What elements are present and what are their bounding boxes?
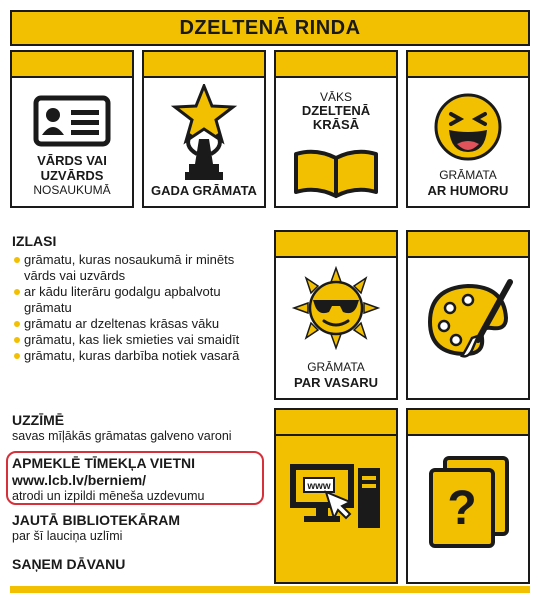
footer-bar [10,586,530,593]
card-award [142,50,266,208]
ask-section [12,512,262,544]
visit-sub: atrodi un izpildi mēneša uzdevumu [12,489,205,503]
ask-title: JAUTĀ BIBLIOTEKĀRAM [12,512,180,528]
card-yellow-cover [274,50,398,208]
id-card-icon [33,95,111,147]
list-item: grāmatu ar dzeltenas krāsas vāku [12,316,262,332]
choose-list [12,252,262,364]
draw-sub: savas mīļākās grāmatas galveno varoni [12,429,232,443]
laughing-face-icon [433,92,503,162]
sun-with-sunglasses-icon [291,266,381,350]
gift-title: SAŅEM DĀVANU [12,556,126,572]
question-mark-text: ? [447,482,477,535]
card-award-bold: GADA GRĀMATA [151,183,257,198]
card-drawing [406,230,530,400]
list-item: grāmatu, kuras nosaukumā ir minēts vārds vai uzvārds [12,252,262,284]
card-website [274,408,398,584]
draw-title: UZZĪMĒ [12,412,65,428]
section-header [10,10,530,46]
card-name-in-title [10,50,134,208]
card-humor [406,50,530,208]
trophy-star-icon [169,84,239,184]
question-card-icon [423,452,513,552]
draw-section [12,412,262,444]
section-title: DZELTENĀ RINDA [179,16,361,39]
computer-icon [286,456,386,546]
card-summer [274,230,398,400]
visit-section [12,455,262,504]
card-humor-bold: AR HUMORU [427,183,509,198]
list-item: grāmatu, kuras darbība notiek vasarā [12,348,262,364]
ask-sub: par šī lauciņa uzlīmi [12,529,123,543]
list-item: grāmatu, kas liek smieties vai smaidīt [12,332,262,348]
list-item: ar kādu literāru godalgu apbalvotu grāmatu [12,284,262,316]
card-summer-normal: GRĀMATA [307,360,365,374]
card-name-normal: NOSAUKUMĀ [33,183,111,197]
open-book-icon [291,148,381,200]
screen-www-text: www [307,481,331,492]
card-humor-normal: GRĀMATA [439,168,497,182]
palette-brush-icon [420,274,516,370]
card-name-bold: VĀRDS VAI UZVĀRDS [37,153,107,183]
visit-url-link[interactable]: www.lcb.lv/berniem/ [12,472,147,488]
card-cover-line1: VĀKS [319,90,352,104]
visit-title: APMEKLĒ TĪMEKĻA VIETNI [12,455,196,471]
choose-section [12,233,262,364]
card-question [406,408,530,584]
card-cover-bold: DZELTENĀ KRĀSĀ [301,103,371,132]
card-summer-bold: PAR VASARU [293,375,379,390]
choose-title: IZLASI [12,233,57,249]
gift-section [12,556,262,573]
